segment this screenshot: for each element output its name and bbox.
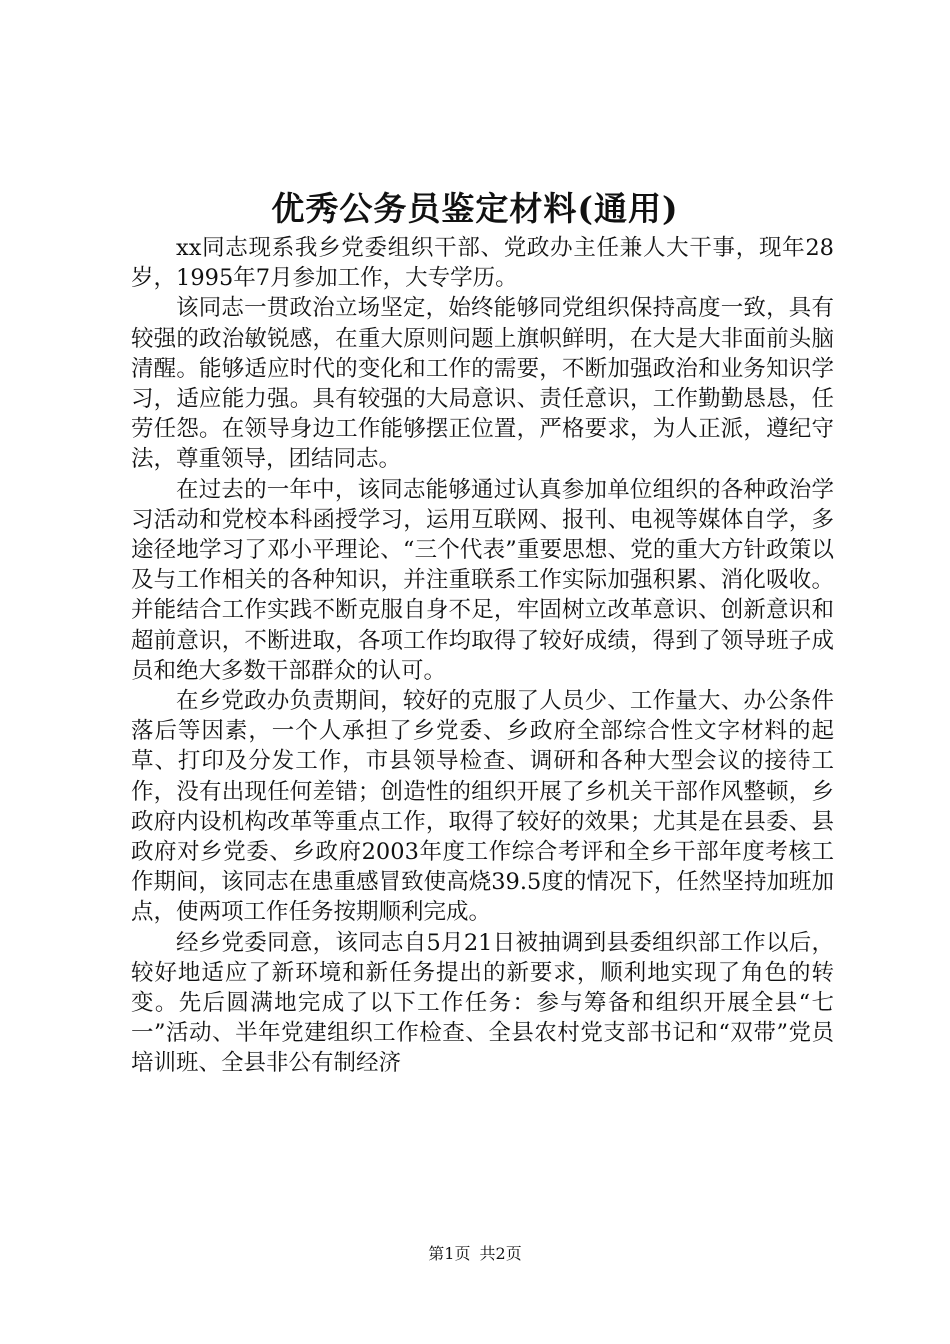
- paragraph-1: xx同志现系我乡党委组织干部、党政办主任兼人大干事，现年28岁，1995年7月参加工作，大专学历。: [131, 235, 834, 292]
- paragraph-2: 该同志一贯政治立场坚定，始终能够同党组织保持高度一致，具有较强的政治敏锐感，在重大原则问题上旗帜鲜明，在大是大非面前头脑清醒。能够适应时代的变化和工作的需要，不断加强政治和业务知识学习，适应能力强。具有较强的大局意识、责任意识，工作勤勤恳恳，任劳任怨。在领导身边工作能够摆正位置，严格要求，为人正派，遵纪守法，尊重领导，团结同志。: [131, 295, 834, 473]
- paragraph-3: 在过去的一年中，该同志能够通过认真参加单位组织的各种政治学习活动和党校本科函授学习，运用互联网、报刊、电视等媒体自学，多途径地学习了邓小平理论、“三个代表”重要思想、党的重大方针政策以及与工作相关的各种知识，并注重联系工作实际加强积累、消化吸收。并能结合工作实践不断克服自身不足，牢固树立改革意识、创新意识和超前意识，不断进取，各项工作均取得了较好成绩，得到了领导班子成员和绝大多数干部群众的认可。: [131, 476, 834, 684]
- document-body: [131, 233, 834, 1079]
- page-total: 共2页: [479, 1244, 522, 1263]
- paragraph-4: 在乡党政办负责期间，较好的克服了人员少、工作量大、办公条件落后等因素，一个人承担了乡党委、乡政府全部综合性文字材料的起草、打印及分发工作，市县领导检查、调研和各种大型会议的接待工作，没有出现任何差错；创造性的组织开展了乡机关干部作风整顿，乡政府内设机构改革等重点工作，取得了较好的效果；尤其是在县委、县政府对乡党委、乡政府2003年度工作综合考评和全乡干部年度考核工作期间，该同志在患重感冒致使高烧39.5度的情况下，任然坚持加班加点，使两项工作任务按期顺利完成。: [131, 688, 834, 926]
- document-title: 优秀公务员鉴定材料(通用): [271, 189, 679, 228]
- page-footer: [0, 1242, 950, 1266]
- paragraph-5: 经乡党委同意，该同志自5月21日被抽调到县委组织部工作以后，较好地适应了新环境和新任务提出的新要求，顺利地实现了角色的转变。先后圆满地完成了以下工作任务：参与筹备和组织开展全县“七一”活动、半年党建组织工作检查、全县农村党支部书记和“双带”党员培训班、全县非公有制经济: [131, 929, 834, 1077]
- page-number: 第1页: [428, 1244, 471, 1263]
